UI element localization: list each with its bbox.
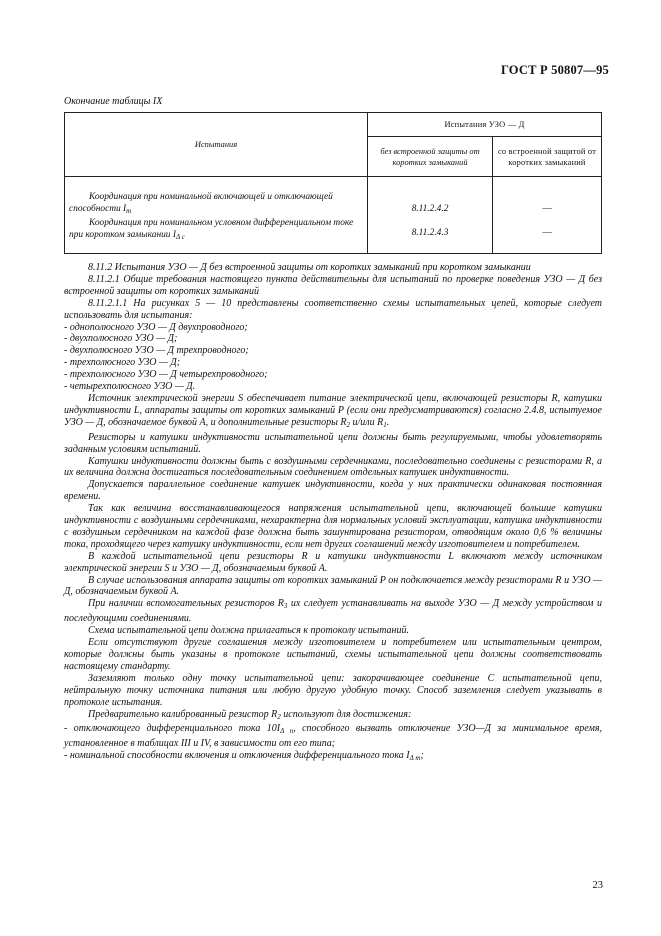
para-source-text-2: и/или R xyxy=(350,416,384,428)
header-col-b xyxy=(493,137,602,177)
list-item: - двухполюсного УЗО — Д трехпроводного; xyxy=(64,345,249,357)
para-8-11-2-1-1: 8.11.2.1.1 На рисунках 5 — 10 представлены соответственно схемы испытательных цепей, которые следует использовать для испытания: xyxy=(64,297,602,321)
para-8-11-2-1: 8.11.2.1 Общие требования настоящего пункта действительны для испытаний по проверке поведения УЗО — Д без встроенной защиты от коротких замыканий xyxy=(64,273,602,297)
sub-r2: 2 xyxy=(346,420,351,429)
row-col-b-cell xyxy=(493,177,602,254)
header-group xyxy=(368,113,602,137)
row-1-col-b: — xyxy=(542,204,552,214)
para-aux-text: При наличии вспомогательных резисторов R xyxy=(88,598,284,610)
para-source-end: . xyxy=(386,416,390,428)
para-8-11-2: 8.11.2 Испытания УЗО — Д без встроенной защиты от коротких замыканий при коротком замыкании xyxy=(88,262,531,273)
header-group-label: Испытания УЗО — Д xyxy=(444,120,525,129)
header-col-b-label: со встроенной защитой от коротких замыканий xyxy=(497,146,597,167)
row-2-col-a: 8.11.2.4.3 xyxy=(411,228,449,238)
standard-header: ГОСТ Р 50807—95 xyxy=(500,63,609,77)
row-tests-cell xyxy=(65,177,368,254)
table-caption: Окончание таблицы IX xyxy=(64,96,163,107)
list-item: - однополюсного УЗО — Д двухпроводного; xyxy=(64,321,248,333)
list-item: - трехполюсного УЗО — Д; xyxy=(64,357,181,369)
header-tests xyxy=(65,113,368,177)
row-col-a-cell xyxy=(368,177,493,254)
row-test-2 xyxy=(69,217,363,243)
header-col-a xyxy=(368,137,493,177)
para-agreements: Если отсутствуют другие соглашения между изготовителем и потребителем или испытательным центром, которые должны быть указаны в протоколе испытаний, схемы испытательной цепи должны соответствовать настоящему стандарту. xyxy=(64,637,602,672)
list-item: - четырехполюсного УЗО — Д. xyxy=(64,381,196,393)
sub-r2-b: 2 xyxy=(277,712,281,721)
para-calibrated-text-2: используют для достижения: xyxy=(280,708,412,720)
list-item: - двухполюсного УЗО — Д; xyxy=(64,333,178,345)
body-text xyxy=(64,262,602,765)
trip-text: - отключающего дифференциального тока 10I xyxy=(64,723,281,735)
para-source xyxy=(64,393,602,432)
header-col-a-label: без встроенной защиты от коротких замыканий xyxy=(380,146,480,167)
list-item-capacity xyxy=(64,750,602,765)
para-each-circuit: В каждой испытательной цепи резисторы R и катушки индуктивности L включают между источником электрической энергии S и УЗО — Д, обозначаемым буквой А. xyxy=(64,550,602,574)
para-calibrated xyxy=(64,709,602,724)
sub-r3: 3 xyxy=(283,602,288,611)
para-source-text: Источник электрической энергии S обеспечивает питание электрической цепи, включающей резисторы R, катушки индуктивности L, аппараты защиты от коротких замыканий P (если они предусматриваются) согласно 2.4.8, испытуемое УЗО — Д, обозначаемое буквой А, и дополнительные резисторы R xyxy=(64,392,602,428)
sub-dn: Δ n xyxy=(280,727,294,736)
row-test-2-text: Координация при номинальном условном дифференциальном токе при коротком замыкании I xyxy=(69,218,354,240)
para-aux-text-2: их следует устанавливать на выходе УЗО — Д между устройством и последующими соединениями. xyxy=(64,598,602,625)
row-test-1-text: Координация при номинальной включающей и отключающей способности I xyxy=(69,192,333,214)
page-number: 23 xyxy=(592,880,603,891)
para-coils: Катушки индуктивности должны быть с воздушными сердечниками, последовательно соединены с резисторами R, а их величина должна достигаться последовательным соединением отдельных катушек индуктивности. xyxy=(64,455,602,479)
sub-dm: Δ m xyxy=(409,754,421,763)
row-1-col-a: 8.11.2.4.2 xyxy=(411,204,449,214)
para-grounding: Заземляют только одну точку испытательной цепи: закорачивающее соединение С испытательной цепи, нейтральную точку источника питания или любую другую удобную точку. Способ заземления следует указывать в протоколе испытания. xyxy=(64,672,602,708)
list-item: - трехполюсного УЗО — Д четырехпроводного; xyxy=(64,369,268,381)
table-row xyxy=(65,177,602,254)
para-resistors: Резисторы и катушки индуктивности испытательной цепи должны быть регулируемыми, чтобы удовлетворять заданным условиям испытаний. xyxy=(64,431,602,455)
list-item-trip xyxy=(64,723,602,750)
row-test-1 xyxy=(69,191,363,217)
para-protection: В случае использования аппарата защиты от коротких замыканий P он подключается между резисторами R и УЗО — Д, обозначаемым буквой А. xyxy=(64,574,602,598)
row-test-2-sub: Δ c xyxy=(175,233,185,241)
para-aux-resistors xyxy=(64,598,602,625)
para-scheme: Схема испытательной цепи должна прилагаться к протоколу испытаний. xyxy=(88,625,410,637)
row-2-col-b: — xyxy=(542,228,552,238)
tests-table xyxy=(64,112,602,254)
trip-text-2: , способного вызвать отключение УЗО—Д за минимальное время, установленное в таблицах III и IV, в зависимости от его типа; xyxy=(64,723,602,750)
para-calibrated-text: Предварительно калиброванный резистор R xyxy=(88,708,278,720)
capacity-text-2: ; xyxy=(420,750,424,762)
row-test-1-sub: m xyxy=(126,207,132,215)
para-recovery: Так как величина восстанавливающегося напряжения испытательной цепи, включающей большие катушки индуктивности с воздушными сердечниками, нехарактерна для нормальных условий эксплуатации, катушка индуктивности с воздушным сердечником на каждой фазе должна быть зашунтирована резистором, отводящим около 0,6 % величины тока, проходящего через катушку индуктивности, если нет других соглашений между изготовителем и потребителем. xyxy=(64,503,602,550)
header-tests-label: Испытания xyxy=(194,140,238,149)
capacity-text: - номинальной способности включения и отключения дифференциального тока I xyxy=(64,750,410,762)
para-parallel: Допускается параллельное соединение катушек индуктивности, когда у них практически одинаковая постоянная времени. xyxy=(64,479,602,503)
sub-r1: 1 xyxy=(383,420,387,429)
